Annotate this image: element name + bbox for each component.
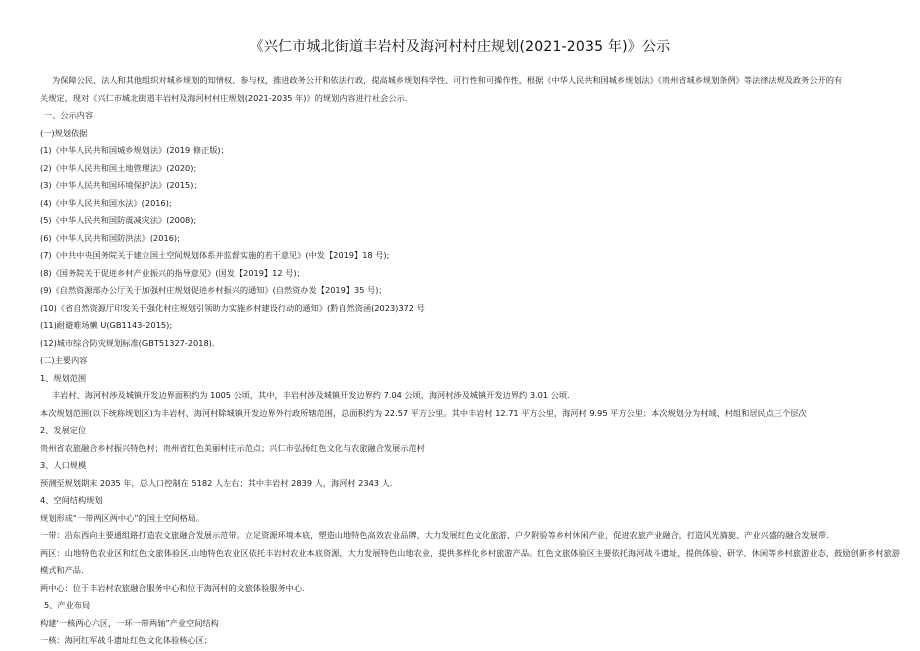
planning-scope-paragraph-1: 丰岩村、海河村涉及城镇开发边界面积约为 1005 公顷，其中，丰岩村涉及城镇开发边界约 7.04 公顷，海河村涉及城镇开发边界约 3.01 公顷. bbox=[52, 390, 570, 400]
item-heading-planning-scope: 1、规划范围 bbox=[40, 372, 87, 383]
item-heading-development-positioning: 2、发展定位 bbox=[40, 425, 87, 435]
subsection-heading-planning-basis: (一)规划依据 bbox=[40, 127, 88, 138]
intro-paragraph-line-2: 关规定，现对《兴仁市城北街道丰岩村及海河村村庄规划(2021-2035 年)》的规划内容进行社会公示. bbox=[40, 92, 408, 103]
industry-layout-paragraph-2: 一核：海河红军战斗遗址红色文化体验核心区； bbox=[40, 635, 212, 645]
basis-item-10: (10)《省自然资源厅印发关于强化村庄规划引领助力实施乡村建设行动的通知》(黔自然资函(2023)372 号 bbox=[40, 302, 425, 313]
document-title: 《兴仁市城北街道丰岩村及海河村村庄规划(2021-2035 年)》公示 bbox=[249, 39, 671, 55]
document-body bbox=[40, 72, 900, 650]
planning-scope-paragraph-2: 本次规划范围(以下统称规划区)为丰岩村、海河村除城镇开发边界外行政所辖范围，总面积约为 22.57 平方公里。其中丰岩村 12.71 平方公里，海河村 9.95 平方公里；本次规划分为村域、村组和居民点三个层次 bbox=[40, 407, 807, 418]
basis-item-11: (11)耐避难场懒 U(GB1143-2015); bbox=[40, 320, 173, 330]
spatial-structure-paragraph-4: 两中心：位于丰岩村农旅融合服务中心和位于海河村的文旅体验服务中心. bbox=[40, 582, 305, 593]
basis-item-6: (6)《中华人民共和国防洪法》(2016); bbox=[40, 232, 180, 243]
basis-item-1: (1)《中华人民共和国城乡规划法》(2019 修正版)； bbox=[40, 145, 229, 155]
spatial-structure-paragraph-2: 一带：沿东西向主要通组路打造农文旅融合发展示范带。立足资源环境本底，塑造山地特色高效农业品牌，大力发展红色文化旅游、户夕附验等乡村休闲产业，促进农旅产业融合，打造风光旖旎、产业兴盛的融合发展带. bbox=[40, 530, 829, 540]
basis-item-8: (8)《国务院关于促进乡村产业振兴的指导意见》(国发【2019】12 号)； bbox=[40, 267, 305, 278]
basis-item-2: (2)《中华人民共和国土地管理法》(2020); bbox=[40, 162, 197, 173]
basis-item-5: (5)《中华人民共和国防震减灾法》(2008); bbox=[40, 215, 197, 225]
industry-layout-paragraph-1: 构建‘一核两心六区，一环一带两轴”产业空间结构 bbox=[40, 617, 219, 628]
item-heading-population-scale: 3、人口规模 bbox=[40, 460, 87, 470]
spatial-structure-paragraph-3: 两区：山地特色农业区和红色文旅体验区.山地特色农业区依托丰岩村农业本底资源，大力发展特色山地农业，提供多样化乡村旅游产品。红色文旅体验区主要依托海河战斗遗址，提供体验、研学、休闲等乡村旅游业态，鼓励创新乡村旅游模式和产品. bbox=[40, 547, 900, 575]
intro-paragraph-line-1: 为保障公民、法人和其他组织对城乡规划的知情权、参与权，推进政务公开和依法行政，提高城乡规划科学性、可行性和可操作性，根据《中华人民共和国城乡规划法》《贵州省城乡规划条例》等法律法规及政务公开的有 bbox=[52, 75, 843, 85]
basis-item-3: (3)《中华人民共和国环境保护法》(2015)； bbox=[40, 180, 202, 190]
subsection-heading-main-content: (二)主要内容 bbox=[40, 355, 88, 365]
item-heading-spatial-structure: 4、空间结构规划 bbox=[40, 495, 103, 505]
basis-item-7: (7)《中共中央国务院关于建立国土空间规划体系并监督实施的若干意见》(中发【2019】18 号); bbox=[40, 250, 390, 260]
basis-item-12: (12)城市综合防灾规划标准(GBT51327-2018). bbox=[40, 337, 215, 348]
spatial-structure-paragraph-1: 规划形成“一带两区两中心”的国土空间格局。 bbox=[40, 512, 205, 523]
item-heading-industry-layout: 5、产业布局 bbox=[44, 600, 91, 610]
development-positioning-paragraph: 贵州省农旅融合乡村振兴特色村；贵州省红色美丽村庄示范点；兴仁市弘扬红色文化与农旅融合发展示范村 bbox=[40, 442, 425, 453]
basis-item-9: (9)《自然资源部办公厅关于加强村庄规划促进乡村振兴的通知》(自然资办发【2019】35 号)； bbox=[40, 285, 387, 295]
section-heading-publicity-content: 一、公示内容 bbox=[44, 110, 94, 120]
population-scale-paragraph: 预测至规划期末 2035 年，总人口控制在 5182 人左右；其中丰岩村 2839 人，海河村 2343 人. bbox=[40, 477, 393, 488]
basis-item-4: (4)《中华人民共和国水法》(2016); bbox=[40, 197, 172, 208]
